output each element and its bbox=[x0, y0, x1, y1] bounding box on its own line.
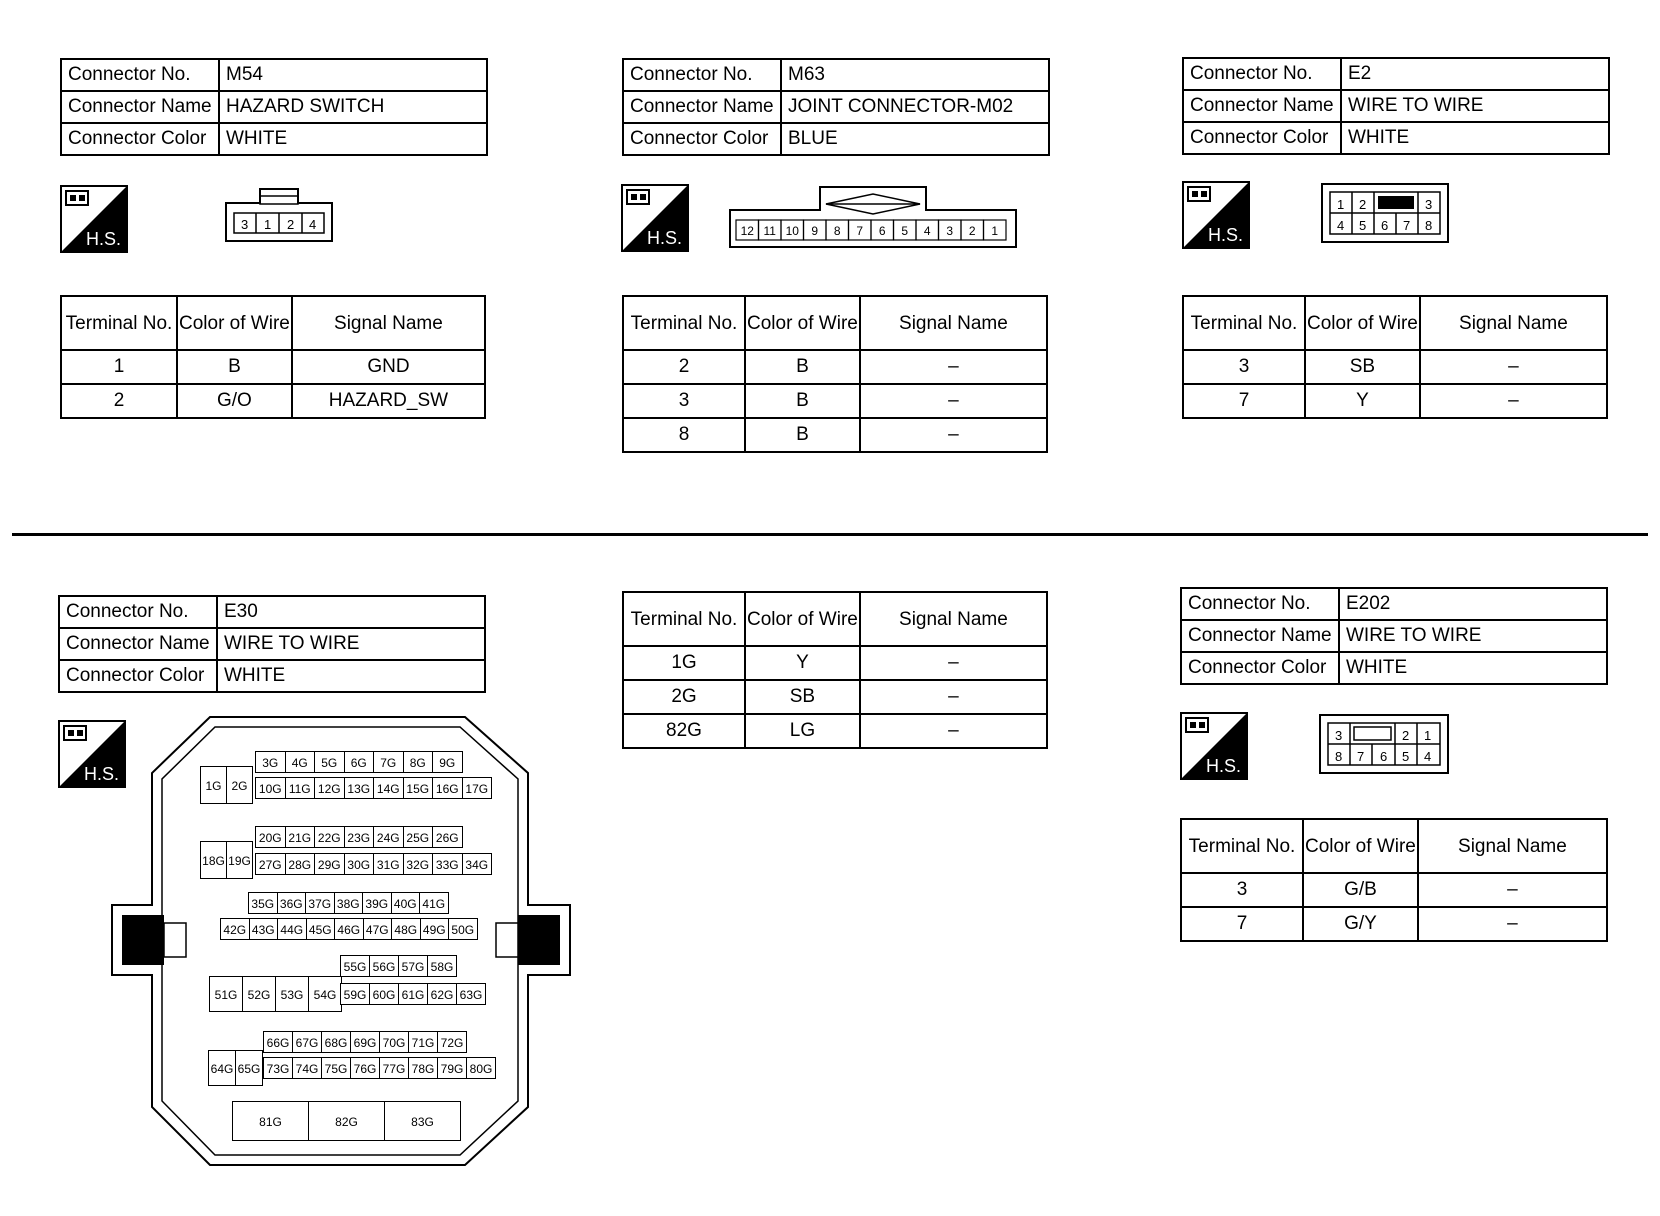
pin-cell: 82G bbox=[308, 1101, 385, 1141]
svg-text:3: 3 bbox=[1335, 728, 1343, 743]
pin-cell: 21G bbox=[285, 826, 316, 848]
wire-cell: B bbox=[745, 418, 860, 452]
svg-text:2: 2 bbox=[1359, 197, 1367, 212]
terminal-cell: 1G bbox=[623, 646, 745, 680]
header-signal-name: Signal Name bbox=[1420, 296, 1607, 350]
pin-cell: 20G bbox=[255, 826, 286, 848]
label-connector-no: Connector No. bbox=[1181, 588, 1339, 620]
pin-cell: 52G bbox=[242, 976, 276, 1012]
label-connector-no: Connector No. bbox=[61, 59, 219, 91]
label-connector-name: Connector Name bbox=[59, 628, 217, 660]
pin-cell: 62G bbox=[427, 983, 457, 1005]
pin-cell: 53G bbox=[275, 976, 309, 1012]
signal-cell: – bbox=[860, 646, 1047, 680]
pin-cell: 18G bbox=[200, 841, 227, 879]
pin-cell: 14G bbox=[373, 777, 404, 799]
pin-cell: 1G bbox=[200, 766, 227, 804]
pin-cell: 74G bbox=[292, 1057, 322, 1079]
connector-name: JOINT CONNECTOR-M02 bbox=[781, 91, 1049, 123]
connector-face-e202 bbox=[1318, 713, 1450, 775]
pin: 2 bbox=[287, 217, 295, 232]
pin-cell: 39G bbox=[362, 892, 392, 914]
label-connector-name: Connector Name bbox=[61, 91, 219, 123]
header-terminal-no: Terminal No. bbox=[623, 592, 745, 646]
header-color-of-wire: Color of Wire bbox=[1303, 819, 1418, 873]
header-signal-name: Signal Name bbox=[860, 592, 1047, 646]
pin-cell: 72G bbox=[437, 1031, 467, 1053]
pin-cell: 81G bbox=[232, 1101, 309, 1141]
table-row bbox=[623, 680, 1047, 714]
svg-text:7: 7 bbox=[1357, 749, 1365, 764]
connector-info-e30 bbox=[58, 595, 486, 693]
terminal-table-e30 bbox=[622, 591, 1048, 749]
pin-label: 2 bbox=[968, 224, 976, 238]
pin-label: 3 bbox=[946, 224, 954, 238]
wire-cell: SB bbox=[745, 680, 860, 714]
pin: 4 bbox=[309, 217, 317, 232]
svg-text:H.S.: H.S. bbox=[86, 229, 122, 249]
signal-cell: – bbox=[1420, 350, 1607, 384]
pin-label: 8 bbox=[833, 224, 841, 238]
pin: 3 bbox=[241, 217, 249, 232]
pin-cell: 27G bbox=[255, 853, 286, 875]
wire-cell: Y bbox=[745, 646, 860, 680]
pin-cell: 69G bbox=[350, 1031, 380, 1053]
pin-cell: 19G bbox=[226, 841, 253, 879]
table-row bbox=[623, 418, 1047, 452]
pin-label: 9 bbox=[811, 224, 819, 238]
table-row bbox=[1183, 350, 1607, 384]
pin-cell: 64G bbox=[208, 1050, 236, 1086]
connector-info-e2 bbox=[1182, 57, 1610, 155]
pin-label: 7 bbox=[856, 224, 864, 238]
signal-cell: – bbox=[1420, 384, 1607, 418]
pin-label: 1 bbox=[991, 224, 999, 238]
pin-cell: 79G bbox=[437, 1057, 467, 1079]
label-connector-color: Connector Color bbox=[1183, 122, 1341, 154]
header-terminal-no: Terminal No. bbox=[623, 296, 745, 350]
pin-cell: 33G bbox=[432, 853, 463, 875]
pin-cell: 31G bbox=[373, 853, 404, 875]
connector-no: M63 bbox=[781, 59, 1049, 91]
header-color-of-wire: Color of Wire bbox=[177, 296, 292, 350]
table-row bbox=[61, 350, 485, 384]
pin-cell: 15G bbox=[403, 777, 434, 799]
pin-cell: 42G bbox=[220, 918, 250, 940]
label-connector-color: Connector Color bbox=[59, 660, 217, 692]
label-connector-color: Connector Color bbox=[61, 123, 219, 155]
signal-cell: GND bbox=[292, 350, 485, 384]
header-signal-name: Signal Name bbox=[1418, 819, 1607, 873]
pin-cell: 26G bbox=[432, 826, 463, 848]
pin-cell: 50G bbox=[448, 918, 478, 940]
label-connector-color: Connector Color bbox=[1181, 652, 1339, 684]
svg-text:5: 5 bbox=[1402, 749, 1410, 764]
svg-text:H.S.: H.S. bbox=[1208, 225, 1244, 245]
table-row bbox=[1181, 873, 1607, 907]
pin-cell: 36G bbox=[277, 892, 307, 914]
header-signal-name: Signal Name bbox=[292, 296, 485, 350]
pin-cell: 32G bbox=[403, 853, 434, 875]
pin-cell: 66G bbox=[263, 1031, 293, 1053]
label-connector-no: Connector No. bbox=[623, 59, 781, 91]
svg-text:H.S.: H.S. bbox=[647, 228, 683, 248]
svg-text:1: 1 bbox=[1424, 728, 1432, 743]
pin-cell: 63G bbox=[456, 983, 486, 1005]
pin-cell: 41G bbox=[419, 892, 449, 914]
wire-cell: B bbox=[745, 384, 860, 418]
terminal-cell: 3 bbox=[1183, 350, 1305, 384]
header-color-of-wire: Color of Wire bbox=[745, 592, 860, 646]
pin-cell: 77G bbox=[379, 1057, 409, 1079]
table-row bbox=[1181, 907, 1607, 941]
pin-cell: 44G bbox=[277, 918, 307, 940]
pin-label: 6 bbox=[878, 224, 886, 238]
hs-icon bbox=[621, 184, 689, 252]
pin-label: 12 bbox=[740, 224, 754, 238]
svg-text:H.S.: H.S. bbox=[84, 764, 120, 784]
pin: 1 bbox=[264, 217, 272, 232]
pin-cell: 60G bbox=[369, 983, 399, 1005]
svg-text:1: 1 bbox=[1337, 197, 1345, 212]
pin-cell: 34G bbox=[462, 853, 493, 875]
pin-cell: 70G bbox=[379, 1031, 409, 1053]
terminal-table-m54 bbox=[60, 295, 486, 419]
pin-cell: 5G bbox=[314, 751, 345, 773]
wire-cell: B bbox=[745, 350, 860, 384]
pin-cell: 73G bbox=[263, 1057, 293, 1079]
pin-cell: 25G bbox=[403, 826, 434, 848]
svg-text:7: 7 bbox=[1403, 218, 1411, 233]
terminal-cell: 2 bbox=[623, 350, 745, 384]
pin-label: 10 bbox=[785, 224, 799, 238]
pin-cell: 54G bbox=[308, 976, 342, 1012]
pin-cell: 61G bbox=[398, 983, 428, 1005]
pin-label: 11 bbox=[763, 224, 776, 238]
terminal-table-e2 bbox=[1182, 295, 1608, 419]
label-connector-name: Connector Name bbox=[623, 91, 781, 123]
pin-cell: 55G bbox=[340, 955, 370, 977]
pin-cell: 30G bbox=[344, 853, 375, 875]
svg-text:2: 2 bbox=[1402, 728, 1410, 743]
pin-label: 4 bbox=[923, 224, 931, 238]
pin-cell: 45G bbox=[306, 918, 336, 940]
terminal-cell: 8 bbox=[623, 418, 745, 452]
pin-cell: 56G bbox=[369, 955, 399, 977]
terminal-cell: 7 bbox=[1181, 907, 1303, 941]
table-row bbox=[61, 384, 485, 418]
connector-name: WIRE TO WIRE bbox=[1341, 90, 1609, 122]
pin-cell: 12G bbox=[314, 777, 345, 799]
label-connector-name: Connector Name bbox=[1183, 90, 1341, 122]
pin-cell: 38G bbox=[334, 892, 364, 914]
label-connector-name: Connector Name bbox=[1181, 620, 1339, 652]
signal-cell: – bbox=[860, 680, 1047, 714]
signal-cell: – bbox=[860, 418, 1047, 452]
table-row bbox=[623, 714, 1047, 748]
connector-face-m63 bbox=[728, 185, 1018, 249]
signal-cell: HAZARD_SW bbox=[292, 384, 485, 418]
pin-cell: 22G bbox=[314, 826, 345, 848]
pin-cell: 24G bbox=[373, 826, 404, 848]
section-divider bbox=[12, 533, 1648, 536]
terminal-cell: 3 bbox=[623, 384, 745, 418]
table-row bbox=[623, 646, 1047, 680]
header-terminal-no: Terminal No. bbox=[1183, 296, 1305, 350]
signal-cell: – bbox=[860, 350, 1047, 384]
pin-cell: 28G bbox=[285, 853, 316, 875]
pin-cell: 7G bbox=[373, 751, 404, 773]
pin-cell: 76G bbox=[350, 1057, 380, 1079]
terminal-cell: 3 bbox=[1181, 873, 1303, 907]
pin-cell: 67G bbox=[292, 1031, 322, 1053]
terminal-cell: 2G bbox=[623, 680, 745, 714]
connector-no: E2 bbox=[1341, 58, 1609, 90]
pin-cell: 4G bbox=[285, 751, 316, 773]
label-connector-no: Connector No. bbox=[59, 596, 217, 628]
pin-cell: 13G bbox=[344, 777, 375, 799]
pin-cell: 51G bbox=[209, 976, 243, 1012]
header-terminal-no: Terminal No. bbox=[1181, 819, 1303, 873]
pin-cell: 8G bbox=[403, 751, 434, 773]
connector-info-e202 bbox=[1180, 587, 1608, 685]
wire-cell: LG bbox=[745, 714, 860, 748]
wire-cell: B bbox=[177, 350, 292, 384]
pin-cell: 48G bbox=[391, 918, 421, 940]
connector-info-m63 bbox=[622, 58, 1050, 156]
wire-cell: Y bbox=[1305, 384, 1420, 418]
header-color-of-wire: Color of Wire bbox=[1305, 296, 1420, 350]
signal-cell: – bbox=[860, 714, 1047, 748]
pin-cell: 37G bbox=[305, 892, 335, 914]
pin-cell: 46G bbox=[334, 918, 364, 940]
signal-cell: – bbox=[860, 384, 1047, 418]
pin-cell: 78G bbox=[408, 1057, 438, 1079]
svg-text:6: 6 bbox=[1380, 749, 1388, 764]
wire-cell: G/O bbox=[177, 384, 292, 418]
hs-icon bbox=[1180, 712, 1248, 780]
pin-cell: 75G bbox=[321, 1057, 351, 1079]
pin-cell: 2G bbox=[226, 766, 253, 804]
hs-icon bbox=[60, 185, 128, 253]
terminal-cell: 2 bbox=[61, 384, 177, 418]
wire-cell: G/Y bbox=[1303, 907, 1418, 941]
terminal-table-e202 bbox=[1180, 818, 1608, 942]
pin-cell: 6G bbox=[344, 751, 375, 773]
table-row bbox=[623, 384, 1047, 418]
wire-cell: G/B bbox=[1303, 873, 1418, 907]
pin-cell: 68G bbox=[321, 1031, 351, 1053]
pin-cell: 3G bbox=[255, 751, 286, 773]
connector-info-m54 bbox=[60, 58, 488, 156]
connector-name: WIRE TO WIRE bbox=[217, 628, 485, 660]
pin-cell: 57G bbox=[398, 955, 428, 977]
svg-text:6: 6 bbox=[1381, 218, 1389, 233]
pin-cell: 29G bbox=[314, 853, 345, 875]
svg-text:4: 4 bbox=[1337, 218, 1345, 233]
connector-face-m54 bbox=[224, 187, 334, 243]
connector-color: WHITE bbox=[1341, 122, 1609, 154]
pin-cell: 35G bbox=[248, 892, 278, 914]
pin-cell: 40G bbox=[391, 892, 421, 914]
table-row bbox=[623, 350, 1047, 384]
pin-cell: 47G bbox=[363, 918, 393, 940]
svg-text:8: 8 bbox=[1425, 218, 1433, 233]
header-color-of-wire: Color of Wire bbox=[745, 296, 860, 350]
label-connector-color: Connector Color bbox=[623, 123, 781, 155]
svg-text:3: 3 bbox=[1425, 197, 1433, 212]
pin-cell: 80G bbox=[466, 1057, 496, 1079]
pin-cell: 9G bbox=[432, 751, 463, 773]
connector-color: WHITE bbox=[1339, 652, 1607, 684]
connector-color: BLUE bbox=[781, 123, 1049, 155]
signal-cell: – bbox=[1418, 873, 1607, 907]
terminal-table-m63 bbox=[622, 295, 1048, 453]
table-row bbox=[1183, 384, 1607, 418]
hs-icon bbox=[1182, 181, 1250, 249]
pin-cell: 16G bbox=[432, 777, 463, 799]
svg-text:5: 5 bbox=[1359, 218, 1367, 233]
connector-no: M54 bbox=[219, 59, 487, 91]
pin-cell: 59G bbox=[340, 983, 370, 1005]
pin-cell: 43G bbox=[249, 918, 279, 940]
header-signal-name: Signal Name bbox=[860, 296, 1047, 350]
label-connector-no: Connector No. bbox=[1183, 58, 1341, 90]
pin-cell: 58G bbox=[427, 955, 457, 977]
svg-text:8: 8 bbox=[1335, 749, 1343, 764]
header-terminal-no: Terminal No. bbox=[61, 296, 177, 350]
connector-name: WIRE TO WIRE bbox=[1339, 620, 1607, 652]
signal-cell: – bbox=[1418, 907, 1607, 941]
pin-cell: 23G bbox=[344, 826, 375, 848]
pin-cell: 11G bbox=[285, 777, 316, 799]
pin-cell: 71G bbox=[408, 1031, 438, 1053]
terminal-cell: 82G bbox=[623, 714, 745, 748]
connector-color: WHITE bbox=[219, 123, 487, 155]
connector-face-e2 bbox=[1320, 182, 1450, 244]
pin-cell: 49G bbox=[420, 918, 450, 940]
svg-text:H.S.: H.S. bbox=[1206, 756, 1242, 776]
terminal-cell: 7 bbox=[1183, 384, 1305, 418]
svg-text:4: 4 bbox=[1424, 749, 1432, 764]
connector-color: WHITE bbox=[217, 660, 485, 692]
connector-no: E30 bbox=[217, 596, 485, 628]
pin-label: 5 bbox=[901, 224, 909, 238]
pin-cell: 10G bbox=[255, 777, 286, 799]
connector-no: E202 bbox=[1339, 588, 1607, 620]
terminal-cell: 1 bbox=[61, 350, 177, 384]
pin-cell: 17G bbox=[462, 777, 493, 799]
connector-name: HAZARD SWITCH bbox=[219, 91, 487, 123]
wire-cell: SB bbox=[1305, 350, 1420, 384]
pin-cell: 65G bbox=[235, 1050, 263, 1086]
pin-cell: 83G bbox=[384, 1101, 461, 1141]
